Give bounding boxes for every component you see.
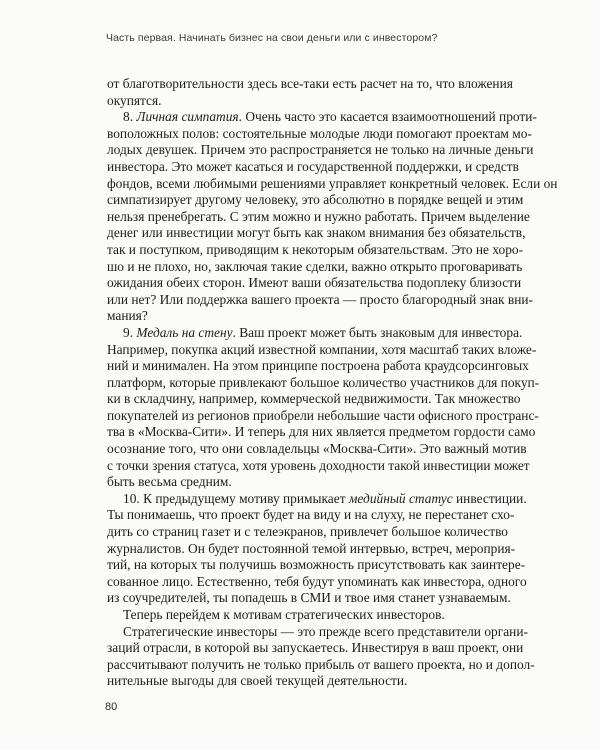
text-line: или нет? Или поддержка вашего проекта — просто благородный знак вни-: [107, 291, 534, 307]
text-line: ний и минимален. На этом принципе построена работа краудсорсинговых: [107, 358, 529, 374]
text-line: шо и не плохо, но, заключая такие сделки, важно открыто проговаривать: [107, 258, 523, 274]
text-line: от благотворительности здесь все-таки есть расчет на то, что вложения: [107, 76, 513, 91]
text-line: рассчитывают получить не только прибыль от вашего проекта, но и допол-: [107, 656, 535, 672]
text-line: платформ, которые привлекают большое количество участников для покуп-: [107, 374, 540, 390]
text-line: дить со страниц газет и с телеэкранов, привлечет большое количество: [107, 524, 508, 540]
text-line: из соучредителей, ты попадешь в СМИ и твое имя станет узнаваемым.: [107, 590, 511, 606]
text-line: тва в «Москва-Сити». И теперь для них является предметом гордости само: [107, 424, 536, 440]
text-line: журналистов. Он будет постоянной темой интервью, встреч, мероприя-: [107, 540, 516, 556]
running-head: Часть первая. Начинать бизнес на свои деньги или с инвестором?: [106, 32, 438, 44]
text-line: с точки зрения статуса, хотя уровень доходности такой инвестиции может: [107, 457, 530, 473]
text-line: так и поступком, приводящим к некоторым обязательствам. Это не хоро-: [107, 241, 524, 257]
text-line: Стратегические инвесторы — это прежде всего представители органи-: [123, 623, 528, 639]
text-line: окупятся.: [107, 92, 162, 108]
item-text: 10. К предыдущему мотиву примыкает: [123, 490, 349, 506]
text-line: ожидания обеих сторон. Имеют ваши обязательства подоплеку близости: [107, 275, 522, 291]
item-text: . Ваш проект может быть знаковым для инвестора.: [232, 324, 523, 340]
text-line: осознание того, что они совладельцы «Москва-Сити». Это важный мотив: [107, 441, 527, 457]
text-line: нительные выгоды для своей текущей деятельности.: [107, 673, 408, 689]
text-line: ки в складчину, например, коммерческой недвижимости. Так множество: [107, 391, 521, 407]
item-text: . Очень часто это касается взаимоотношений проти-: [238, 109, 537, 125]
text-line: фондов, всеми любимыми решениями управляет конкретный человек. Если он: [107, 175, 558, 191]
item-title: Личная симпатия: [136, 109, 239, 125]
text-line: покупателей из регионов приобрели небольшие части офисного пространс-: [107, 407, 539, 423]
item-title: Медаль на стену: [136, 324, 233, 340]
text-line: денег или инвестиции могут быть как знаком внимания без обязательств,: [107, 225, 526, 241]
item-number: 8.: [123, 109, 137, 125]
text-line: мания?: [107, 308, 148, 324]
text-line: заций отрасли, в которой вы запускаетесь. Инвестируя в ваш проект, они: [107, 640, 524, 656]
text-line: нельзя пренебрегать. С этим можно и нужно работать. Причем выделение: [107, 208, 530, 224]
text-line: сованное лицо. Естественно, тебя будут упоминать как инвестора, одного: [107, 573, 527, 589]
paragraph-item-9: [107, 324, 523, 342]
text-line: тий, на которых ты получишь возможность присутствовать как заинтере-: [107, 557, 526, 573]
text-line: инвестора. Это может касаться и государственной поддержки, и средств: [107, 158, 519, 174]
item-text: инвестиции.: [452, 490, 527, 506]
text-line: Ты понимаешь, что проект будет на виду и на слуху, не перестанет схо-: [107, 507, 515, 523]
text-line: Например, покупка акций известной компании, хотя масштаб таких вложе-: [107, 341, 537, 357]
text-line: симпатизирует другому человеку, это абсолютно в порядке вещей и этим: [107, 192, 524, 208]
item-title: медийный статус: [348, 490, 453, 506]
item-number: 9.: [123, 324, 137, 340]
page-number: 80: [105, 701, 118, 713]
text-line: лодых девушек. Причем это распространяется не только на личные деньги: [107, 142, 534, 158]
text-line: воположных полов: состоятельные молодые люди помогают проектам мо-: [107, 125, 532, 141]
text-line: быть весьма средним.: [107, 474, 232, 490]
paragraph-item-8: [107, 109, 537, 126]
page-body-text: [107, 76, 558, 690]
text-line: Теперь перейдем к мотивам стратегических инвесторов.: [123, 607, 445, 622]
paragraph-item-10: [107, 490, 527, 508]
